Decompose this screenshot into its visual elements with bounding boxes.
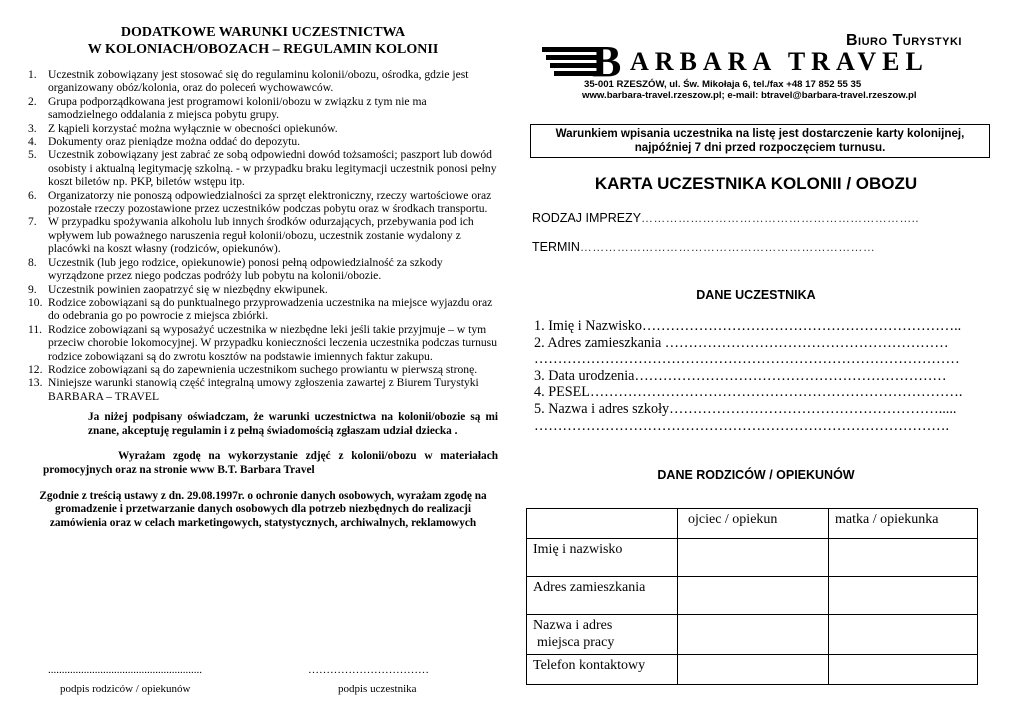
- rule-item: [28, 68, 498, 95]
- signature-line-participant: ……………………………: [308, 664, 429, 676]
- participant-field-line[interactable]: 1. Imię i Nazwisko…………………………………………………………..: [534, 318, 962, 334]
- company-web-email: www.barbara-travel.rzeszow.pl; e-mail: btravel@barbara-travel.rzeszow.pl: [582, 90, 917, 101]
- event-type-dots: …………………………………………………………..: [641, 211, 919, 225]
- rule-text: Dokumenty oraz pieniądze można oddać do depozytu.: [48, 135, 301, 149]
- rule-item: [28, 148, 498, 188]
- rule-number: 2.: [28, 94, 37, 108]
- column-header-father: ojciec / opiekun: [678, 509, 829, 539]
- company-logo: [526, 24, 996, 104]
- table-row: [527, 577, 978, 615]
- brand-wordmark: [542, 44, 982, 80]
- rule-number: 6.: [28, 188, 37, 202]
- rule-item: [28, 95, 498, 122]
- rule-text: Uczestnik zobowiązany jest zabrać ze sobą odpowiedni dowód tożsamości; paszport lub dowód osobisty i aktualną legitymację szkolną. - w przypadku braku legitymacji uczestnik ponosi pełny koszt biletów np. PKP, biletów wstępu itp.: [48, 148, 497, 189]
- regulations-page: [28, 24, 498, 530]
- rule-text: Uczestnik zobowiązany jest stosować się do regulaminu kolonii/obozu, ośrodka, gdzie jest organizowany obóz/kolonia, oraz do poleceń wychowawców.: [48, 68, 469, 95]
- rule-item: [28, 215, 498, 255]
- rule-item: [28, 122, 498, 135]
- father-phone-cell[interactable]: [678, 655, 829, 685]
- participant-card-page: [526, 24, 996, 673]
- rule-number: 7.: [28, 215, 37, 229]
- rule-number: 3.: [28, 121, 37, 135]
- signature-label-parents: podpis rodziców / opiekunów: [60, 683, 191, 695]
- rule-item: [28, 363, 498, 376]
- rule-item: [28, 296, 498, 323]
- card-title: KARTA UCZESTNIKA KOLONII / OBOZU: [594, 174, 918, 193]
- participant-field-line[interactable]: 3. Data urodzenia…………………………………………………………: [534, 367, 947, 384]
- mother-address-cell[interactable]: [829, 577, 978, 615]
- rule-number: 13.: [28, 376, 43, 390]
- rule-number: 12.: [28, 362, 43, 376]
- signature-label-participant: podpis uczestnika: [338, 683, 417, 695]
- rule-text: W przypadku spożywania alkoholu lub innych środków odurzających, przebywania pod ich wpływem lub poważnego naruszenia reguł kolonii/obozu, uczestnik zostanie wydalony z placówki na koszt własny (rodziców, opiekunów).: [48, 215, 474, 256]
- event-type-field[interactable]: [532, 211, 919, 225]
- rule-text: Niniejsze warunki stanowią część integralną umowy zgłoszenia zawartej z Biurem Turystyki BARBARA – TRAVEL: [48, 376, 479, 403]
- rule-text: Organizatorzy nie ponoszą odpowiedzialności za sprzęt elektroniczny, rzeczy wartościowe oraz pozostałe rzeczy pozostawione przez uczestników podczas pobytu oraz w środkach transportu.: [48, 188, 492, 216]
- rule-number: 5.: [28, 148, 37, 162]
- rule-number: 1.: [28, 68, 37, 81]
- rule-item: [28, 256, 498, 283]
- rule-item: [28, 189, 498, 216]
- declaration-photo-consent: Wyrażam zgodę na wykorzystanie zdjęć z kolonii/obozu w materiałach promocyjnych oraz na stronie www B.T. Barbara Travel: [43, 450, 498, 476]
- signature-line-parents: ........................................................: [48, 664, 202, 676]
- term-dots: ………………………………………………………………: [579, 240, 876, 254]
- parents-table: [526, 508, 978, 685]
- rule-text: Rodzice zobowiązani są do zapewnienia uczestnikom suchego prowiantu w pierwszą stronę.: [48, 362, 478, 376]
- father-address-cell[interactable]: [678, 577, 829, 615]
- rule-text: Rodzice zobowiązani są wyposażyć uczestnika w niezbędne leki jeśli takie przyjmuje – w tym przeciw chorobie lokomocyjnej. W przypadku konieczności leczenia uczestnika podczas turnusu rodzice zobowiązani są do zwrotu kosztów na podstawie imiennych faktur zakupu.: [48, 322, 497, 363]
- company-address: 35-001 RZESZÓW, ul. Św. Mikołaja 6, tel./fax +48 17 852 55 35: [584, 79, 862, 90]
- rule-number: 11.: [28, 322, 43, 336]
- rule-number: 10.: [28, 295, 43, 309]
- rule-text: Rodzice zobowiązani są do punktualnego przyprowadzenia uczestnika na miejsce wyjazdu oraz do odebrania go po powrocie z miejsca zbiórki.: [48, 295, 493, 323]
- mother-workplace-cell[interactable]: [829, 615, 978, 655]
- participant-data-heading: DANE UCZESTNIKA: [696, 288, 816, 302]
- rule-text: Z kąpieli korzystać można wyłącznie w obecności opiekunów.: [48, 121, 338, 135]
- table-row: [527, 655, 978, 685]
- rule-text: Uczestnik (lub jego rodzice, opiekunowie) ponosi pełną odpowiedzialność za szkody wyrządzone przez niego podczas podróży lub pobytu na kolonii/obozie.: [48, 255, 443, 283]
- rule-item: [28, 283, 498, 296]
- declaration-data-consent: Zgodnie z treścią ustawy z dn. 29.08.1997r. o ochronie danych osobowych, wyrażam zgodę na gromadzenie i przetwarzanie danych osobowych dla potrzeb niezbędnych do realizacji zamówienia oraz w celach marketingowych, statystycznych, archiwalnych, reklamowych: [39, 489, 487, 529]
- participant-field-line[interactable]: 5. Nazwa i adres szkoły………………………………………………….....: [534, 400, 957, 417]
- row-label-workplace: Nazwa i adres miejsca pracy: [527, 615, 678, 655]
- row-label-name: Imię i nazwisko: [527, 539, 678, 577]
- participant-field-line[interactable]: ………………………………………………………………………………: [534, 351, 960, 368]
- rules-list: [28, 68, 498, 403]
- father-workplace-cell[interactable]: [678, 615, 829, 655]
- rule-number: 8.: [28, 255, 37, 269]
- rule-item: [28, 135, 498, 148]
- event-type-label: RODZAJ IMPREZY: [532, 211, 642, 225]
- rule-item: [28, 376, 498, 403]
- participant-fields: [534, 318, 962, 434]
- column-header-mother: matka / opiekunka: [829, 509, 978, 539]
- table-row: [527, 509, 978, 539]
- rule-number: 9.: [28, 282, 37, 296]
- brand-name: ARBARA TRAVEL: [630, 47, 929, 76]
- table-row: [527, 539, 978, 577]
- brand-big-letter: B: [592, 44, 622, 80]
- rule-number: 4.: [28, 135, 37, 149]
- term-label: TERMIN: [532, 240, 580, 254]
- enrollment-notice: Warunkiem wpisania uczestnika na listę jest dostarczenie karty kolonijnej, najpóźniej 7 dni przed rozpoczęciem turnusu.: [530, 124, 990, 158]
- logo-biuro-text: Biuro Turystyki: [846, 32, 962, 49]
- participant-field-line[interactable]: 4. PESEL…………………………………………………………………….: [534, 384, 963, 401]
- speed-lines-icon: [542, 47, 598, 76]
- father-name-cell[interactable]: [678, 539, 829, 577]
- regulations-title: DODATKOWE WARUNKI UCZESTNICTWA W KOLONIACH/OBOZACH – REGULAMIN KOLONII: [87, 25, 439, 57]
- rule-text: Grupa podporządkowana jest programowi kolonii/obozu w związku z tym nie ma samodzielnego oddalania z miejsca pobytu grupy.: [48, 94, 427, 122]
- mother-phone-cell[interactable]: [829, 655, 978, 685]
- table-row: [527, 615, 978, 655]
- table-corner-cell: [527, 509, 678, 539]
- participant-field-line[interactable]: 2. Adres zamieszkania ……………………………………………………: [534, 334, 949, 351]
- term-field[interactable]: [532, 240, 875, 254]
- declaration-acceptance: Ja niżej podpisany oświadczam, że warunki uczestnictwa na kolonii/obozie są mi znane, akceptuję regulamin i z pełną świadomością zgłaszam udział dziecka .: [88, 411, 498, 437]
- parents-data-heading: DANE RODZICÓW / OPIEKUNÓW: [657, 468, 855, 482]
- row-label-phone: Telefon kontaktowy: [527, 655, 678, 685]
- participant-field-line[interactable]: …………………………………………………………………………….: [534, 417, 949, 434]
- mother-name-cell[interactable]: [829, 539, 978, 577]
- rule-text: Uczestnik powinien zaopatrzyć się w niezbędny ekwipunek.: [48, 282, 328, 296]
- row-label-address: Adres zamieszkania: [527, 577, 678, 615]
- rule-item: [28, 323, 498, 363]
